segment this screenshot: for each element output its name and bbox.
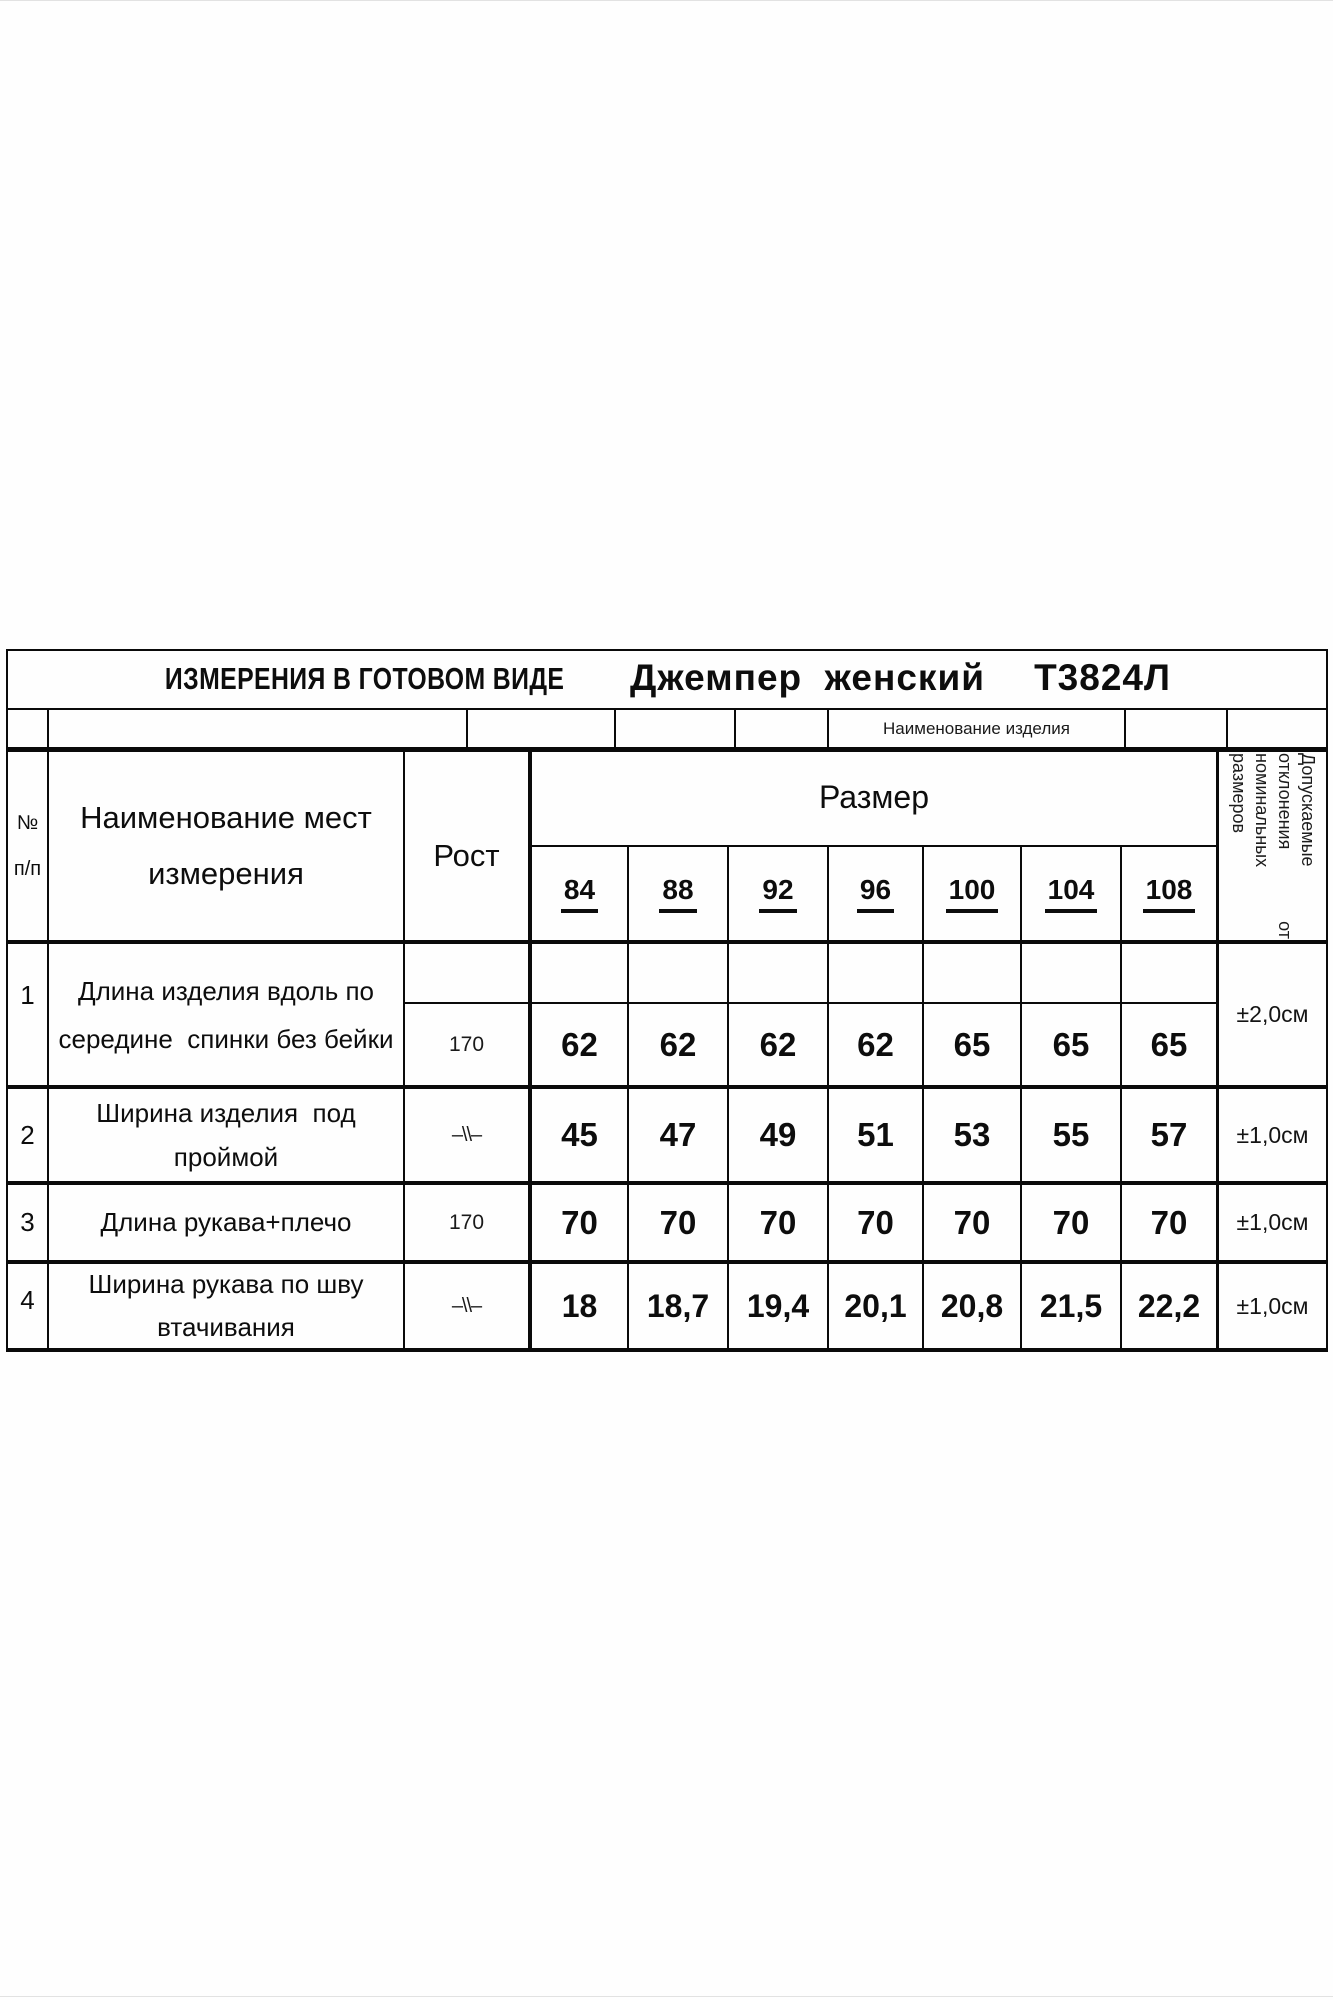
row-name (49, 1089, 403, 1181)
name-header-line1: Наименование мест (80, 800, 372, 835)
strip-label: Наименование изделия (883, 718, 1070, 738)
num-header-line2: п/п (13, 858, 42, 880)
col-header-rost: Рост (433, 838, 500, 873)
tolerance-value: ±1,0см (1236, 1292, 1309, 1319)
measure-value: 70 (659, 1203, 697, 1241)
tolerance-line: Допускаемые (1297, 752, 1318, 867)
measure-value: 20,8 (940, 1287, 1004, 1324)
row-name-line: середине спинки без бейки (58, 1023, 394, 1054)
row-name (49, 944, 403, 1085)
rost-value: 170 (448, 1032, 485, 1056)
measure-value: 55 (1052, 1116, 1090, 1153)
measure-value: 20,1 (844, 1287, 907, 1324)
grid-line (1226, 708, 1228, 747)
tolerance-line: размеров (1228, 752, 1249, 833)
measure-value: 62 (857, 1025, 894, 1063)
measure-value: 53 (953, 1116, 991, 1153)
measure-value: 70 (561, 1203, 598, 1241)
tolerance-line: номинальных (1251, 752, 1272, 867)
grid-line (6, 708, 1328, 710)
size-header-84: 84 (532, 847, 627, 940)
measure-value: 62 (659, 1025, 697, 1063)
measure-value: 70 (759, 1203, 797, 1241)
num-header-line1: № (16, 812, 39, 834)
measure-value: 19,4 (746, 1287, 810, 1324)
row-name-line: Ширина изделия под (96, 1098, 356, 1128)
row-name-line: втачивания (157, 1312, 295, 1342)
size-header-96: 96 (829, 847, 922, 940)
measure-value: 70 (953, 1203, 991, 1241)
measure-value: 49 (759, 1116, 797, 1153)
size-header-104: 104 (1022, 847, 1120, 940)
measure-value: 65 (1052, 1025, 1090, 1063)
tolerance-value: ±1,0см (1236, 1209, 1309, 1235)
tolerance-value: ±2,0см (1236, 1001, 1309, 1027)
col-header-num (8, 752, 47, 940)
scan-edge (0, 0, 1333, 1)
measure-value: 62 (561, 1025, 598, 1063)
col-header-name (49, 752, 403, 940)
measure-value: 47 (659, 1116, 697, 1153)
size-header-92: 92 (729, 847, 827, 940)
tolerance-value: ±1,0см (1236, 1121, 1309, 1148)
scan-edge (0, 1996, 1333, 1997)
sheet-title: ИЗМЕРЕНИЯ В ГОТОВОМ ВИДЕ (165, 660, 565, 696)
grid-line (466, 708, 468, 747)
tolerance-header-rotated-text (1227, 753, 1319, 939)
row-name-line: проймой (173, 1142, 279, 1172)
rost-value: –\\– (451, 1294, 482, 1317)
grid-line (1124, 708, 1126, 747)
article-code: Т3824Л (1034, 657, 1171, 698)
size-header-108: 108 (1122, 847, 1216, 940)
measure-value: 21,5 (1039, 1287, 1103, 1324)
row-num: 4 (20, 1284, 35, 1315)
measure-value: 18 (561, 1287, 598, 1324)
tolerance-line: отклонения от (1274, 752, 1295, 939)
row-name-line: Длина рукава+плечо (100, 1207, 352, 1237)
measure-value: 22,2 (1137, 1287, 1201, 1324)
row-name-line: Длина изделия вдоль по (77, 975, 375, 1006)
row-name (49, 1264, 403, 1348)
row-name-line: Ширина рукава по шву (88, 1269, 364, 1299)
row-num: 3 (20, 1207, 35, 1237)
rost-value: –\\– (451, 1123, 482, 1146)
grid-line (734, 708, 736, 747)
size-header-88: 88 (629, 847, 727, 940)
measure-value: 70 (1150, 1203, 1188, 1241)
measure-value: 65 (1150, 1025, 1188, 1063)
size-header-100: 100 (924, 847, 1020, 940)
row-num: 1 (20, 980, 35, 1010)
col-header-tolerance (1217, 751, 1328, 940)
measure-value: 57 (1150, 1116, 1188, 1153)
row-num: 2 (20, 1119, 35, 1150)
measure-value: 70 (857, 1203, 894, 1241)
measure-value: 70 (1052, 1203, 1090, 1241)
col-header-razmer: Размер (819, 779, 929, 815)
measure-value: 51 (857, 1116, 894, 1153)
name-header-line2: измерения (148, 856, 304, 891)
product-name: Джемпер женский (630, 657, 985, 698)
measure-value: 62 (759, 1025, 797, 1063)
grid-line (614, 708, 616, 747)
rost-value: 170 (448, 1210, 485, 1234)
measure-value: 65 (953, 1025, 991, 1063)
measure-value: 45 (561, 1116, 598, 1153)
measure-value: 18,7 (646, 1287, 710, 1324)
row-name (49, 1185, 403, 1260)
